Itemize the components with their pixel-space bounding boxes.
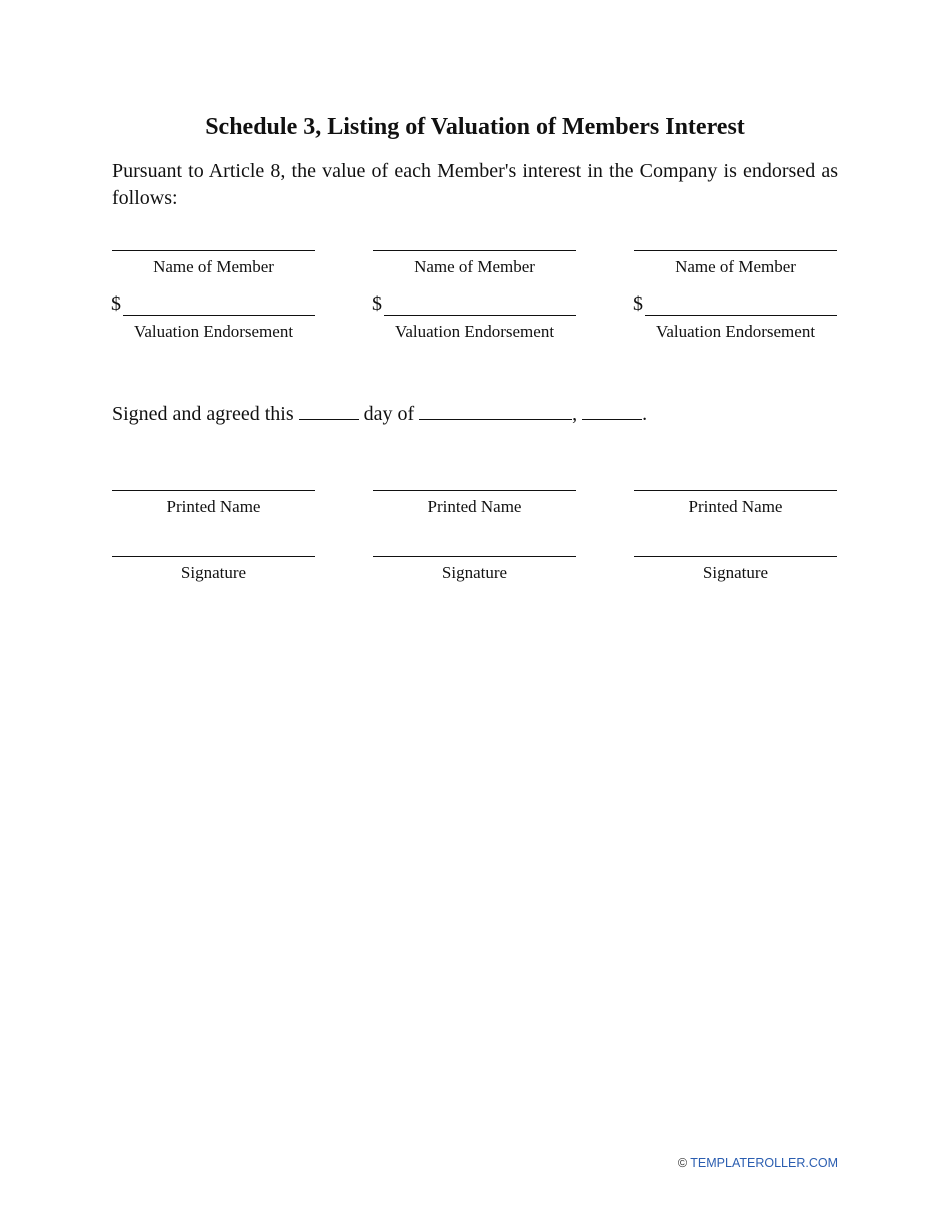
printed-name-label: Printed Name bbox=[688, 497, 783, 516]
signature-field-3[interactable] bbox=[634, 556, 837, 600]
templateroller-link[interactable]: TEMPLATEROLLER.COM bbox=[690, 1156, 838, 1170]
signed-middle: day of bbox=[363, 403, 415, 425]
blank-line bbox=[123, 315, 315, 316]
printed-name-field-2[interactable] bbox=[373, 490, 576, 534]
member-name-field-2[interactable] bbox=[373, 250, 576, 294]
dollar-sign: $ bbox=[633, 293, 643, 315]
blank-line bbox=[634, 490, 837, 491]
blank-line bbox=[112, 556, 315, 557]
month-blank[interactable] bbox=[419, 399, 572, 420]
valuation-label: Valuation Endorsement bbox=[655, 322, 816, 341]
blank-line bbox=[634, 250, 837, 251]
blank-line bbox=[384, 315, 576, 316]
member-name-label: Name of Member bbox=[675, 257, 796, 276]
copyright-symbol: © bbox=[677, 1156, 688, 1170]
blank-line bbox=[373, 490, 576, 491]
signed-agreed-line bbox=[112, 399, 647, 427]
printed-name-label: Printed Name bbox=[166, 497, 261, 516]
member-name-label: Name of Member bbox=[153, 257, 274, 276]
member-name-label: Name of Member bbox=[414, 257, 535, 276]
member-name-field-1[interactable] bbox=[112, 250, 315, 294]
signature-label: Signature bbox=[180, 563, 247, 582]
signed-prefix: Signed and agreed this bbox=[112, 403, 294, 425]
blank-line bbox=[645, 315, 837, 316]
signature-label: Signature bbox=[702, 563, 769, 582]
member-name-field-3[interactable] bbox=[634, 250, 837, 294]
valuation-label: Valuation Endorsement bbox=[133, 322, 294, 341]
signature-field-1[interactable] bbox=[112, 556, 315, 600]
year-blank[interactable] bbox=[582, 399, 642, 420]
printed-name-label: Printed Name bbox=[427, 497, 522, 516]
valuation-field-3[interactable] bbox=[633, 293, 837, 359]
blank-line bbox=[373, 556, 576, 557]
printed-name-field-1[interactable] bbox=[112, 490, 315, 534]
signature-field-2[interactable] bbox=[373, 556, 576, 600]
valuation-label: Valuation Endorsement bbox=[394, 322, 555, 341]
day-blank[interactable] bbox=[299, 399, 359, 420]
intro-paragraph: Pursuant to Article 8, the value of each Member's interest in the Company is endorsed as follows: bbox=[112, 160, 838, 209]
dollar-sign: $ bbox=[372, 293, 382, 315]
signed-comma: , bbox=[572, 403, 578, 425]
blank-line bbox=[112, 250, 315, 251]
signed-period: . bbox=[642, 403, 648, 425]
footer-copyright bbox=[678, 1155, 838, 1171]
valuation-field-2[interactable] bbox=[372, 293, 576, 359]
printed-name-field-3[interactable] bbox=[634, 490, 837, 534]
valuation-field-1[interactable] bbox=[111, 293, 315, 359]
signature-label: Signature bbox=[441, 563, 508, 582]
document-title: Schedule 3, Listing of Valuation of Members Interest bbox=[205, 114, 745, 140]
blank-line bbox=[373, 250, 576, 251]
blank-line bbox=[634, 556, 837, 557]
blank-line bbox=[112, 490, 315, 491]
dollar-sign: $ bbox=[111, 293, 121, 315]
